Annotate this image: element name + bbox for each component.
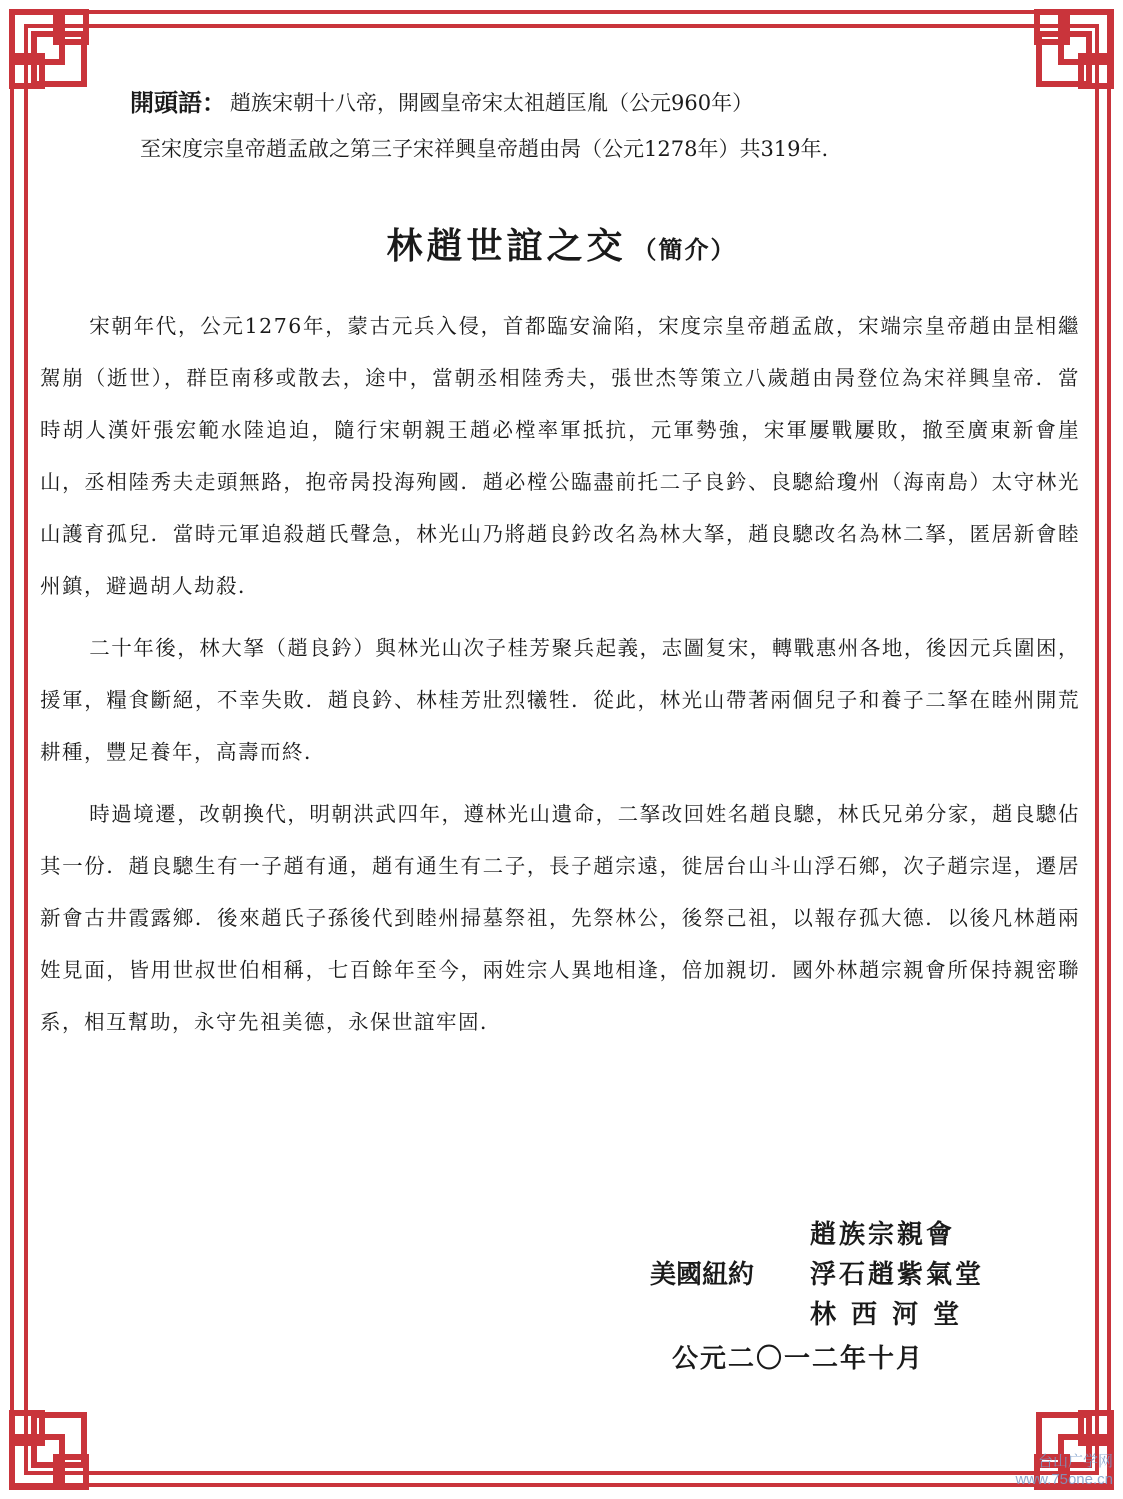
signature-org-1: 趙族宗親會 xyxy=(810,1220,956,1250)
signature-org-3: 林 西 河 堂 xyxy=(810,1300,963,1330)
corner-knot-icon xyxy=(4,4,114,114)
signature-block xyxy=(650,1215,984,1335)
document-title xyxy=(0,218,1123,269)
title-subtitle: （簡介） xyxy=(632,235,737,264)
signature-date: 公元二〇一二年十月 xyxy=(672,1344,925,1374)
opening-label: 開頭語： xyxy=(130,88,226,117)
watermark-url: www.75one.cn xyxy=(1015,1471,1113,1488)
opening-line-1: 趙族宋朝十八帝，開國皇帝宋太祖趙匡胤（公元960年） xyxy=(230,91,754,115)
paragraph: 宋朝年代，公元1276年，蒙古元兵入侵，首都臨安淪陷，宋度宗皇帝趙孟啟，宋端宗皇帝趙由昰相繼駕崩（逝世），群臣南移或散去，途中，當朝丞相陸秀夫，張世杰等策立八歲趙由昺登位為宋祥興皇帝．當時胡人漢奸張宏範水陸追迫，隨行宋朝親王趙必樘率軍抵抗，元軍勢強，宋軍屢戰屢敗，撤至廣東新會崖山，丞相陸秀夫走頭無路，抱帝昺投海殉國．趙必樘公臨盡前托二子良鈐、良驄給瓊州（海南島）太守林光山護育孤兒．當時元軍追殺趙氏聲急，林光山乃將趙良鈐改名為林大拏，趙良驄改名為林二拏，匿居新會睦州鎮，避過胡人劫殺． xyxy=(40,314,1080,598)
signature-location: 美國紐約 xyxy=(650,1260,755,1290)
corner-knot-icon xyxy=(4,1385,114,1495)
paragraph: 二十年後，林大拏（趙良鈐）與林光山次子桂芳聚兵起義，志圖复宋，轉戰惠州各地，後因元兵圍困，援軍，糧食斷絕，不幸失敗．趙良鈐、林桂芳壯烈犧牲．從此，林光山帶著兩個兒子和養子二拏在睦州開荒耕種，豐足養年，高壽而終． xyxy=(40,636,1080,764)
opening-line-2: 至宋度宗皇帝趙孟啟之第三子宋祥興皇帝趙由昺（公元1278年）共319年. xyxy=(140,137,829,161)
paragraph: 時過境遷，改朝換代，明朝洪武四年，遵林光山遺命，二拏改回姓名趙良驄，林氏兄弟分家，趙良驄佔其一份．趙良驄生有一子趙有通，趙有通生有二子，長子趙宗遠，徙居台山斗山浮石鄉，次子趙宗逞，遷居新會古井霞露鄉．後來趙氏子孫後代到睦州掃墓祭祖，先祭林公，後祭己祖，以報存孤大德．以後凡林趙兩姓見面，皆用世叔世伯相稱，七百餘年至今，兩姓宗人異地相逢，倍加親切．國外林趙宗親會所保持親密聯系，相互幫助，永守先祖美德，永保世誼牢固． xyxy=(40,802,1080,1034)
site-watermark xyxy=(1015,1453,1113,1489)
title-main: 林趙世誼之交 xyxy=(386,225,627,267)
body-text xyxy=(40,300,1080,1058)
opening-remarks xyxy=(130,80,1030,172)
watermark-name: 台山广学网 xyxy=(1037,1453,1113,1470)
signature-org-2: 浮石趙紫氣堂 xyxy=(810,1260,985,1290)
